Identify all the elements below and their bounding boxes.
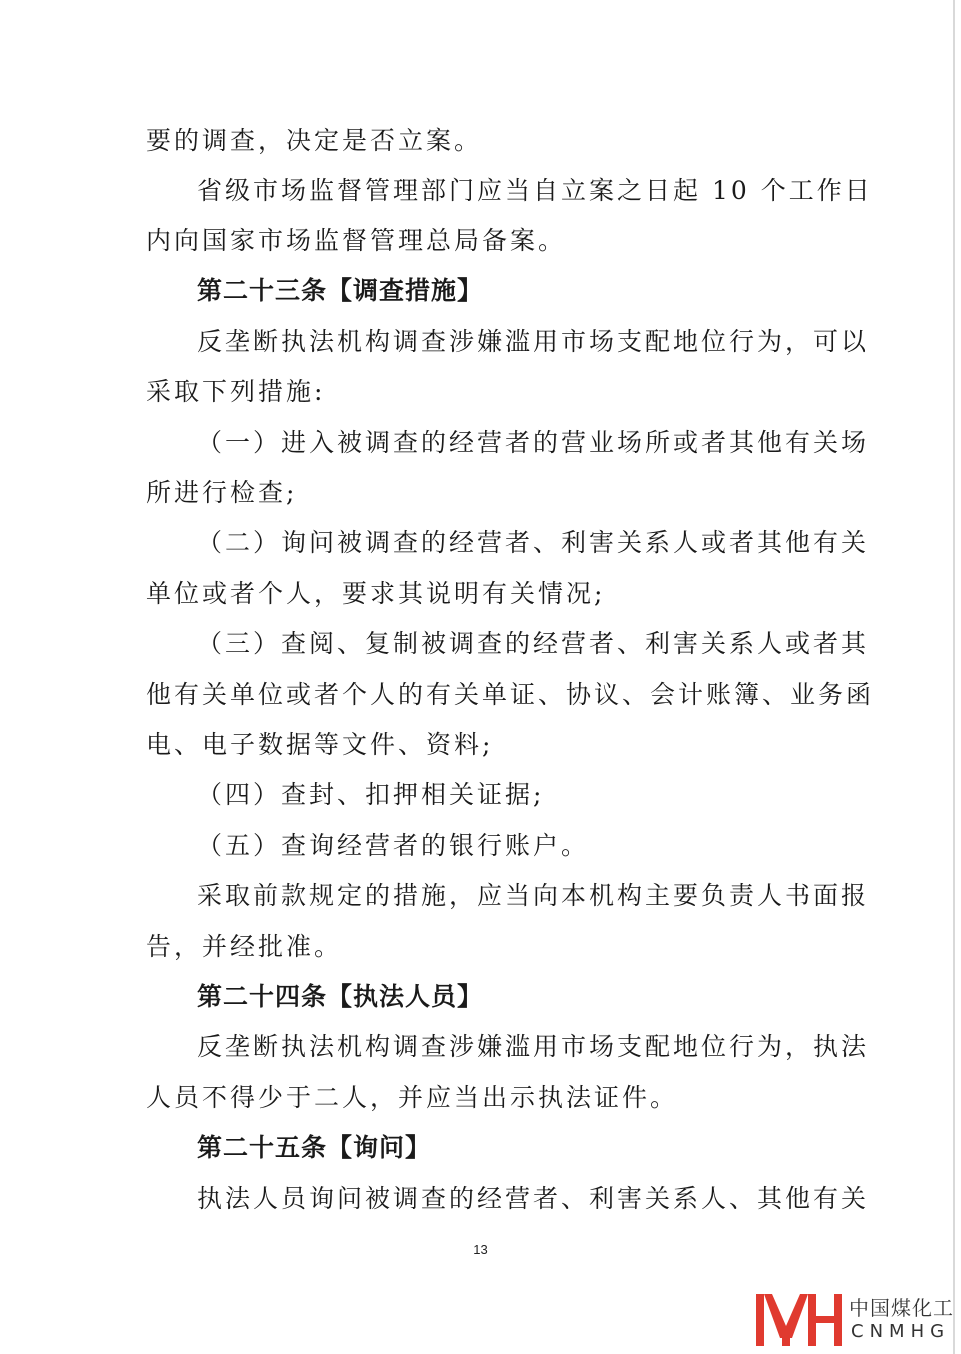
article-heading: 第二十四条【执法人员】 <box>197 982 484 1011</box>
text-line: 电、电子数据等文件、资料; <box>146 730 494 759</box>
text-line: 反垄断执法机构调查涉嫌滥用市场支配地位行为，可以 <box>197 327 870 356</box>
text-line: 要的调查，决定是否立案。 <box>146 126 483 155</box>
page-right-border <box>953 0 955 1354</box>
text-line: 告，并经批准。 <box>146 932 343 961</box>
watermark-logo <box>754 1290 959 1350</box>
page-number: 13 <box>473 1242 488 1257</box>
text-line: （二）询问被调查的经营者、利害关系人或者其他有关 <box>197 528 870 557</box>
text-line: 人员不得少于二人，并应当出示执法证件。 <box>146 1083 679 1112</box>
text-line: 他有关单位或者个人的有关单证、协议、会计账簿、业务函 <box>146 680 875 709</box>
text-line: 省级市场监督管理部门应当自立案之日起 10 个工作日 <box>197 176 873 205</box>
text-line: 执法人员询问被调查的经营者、利害关系人、其他有关 <box>197 1184 870 1213</box>
text-line: 采取前款规定的措施，应当向本机构主要负责人书面报 <box>197 881 870 910</box>
text-line: 采取下列措施: <box>146 377 326 406</box>
text-line: 单位或者个人，要求其说明有关情况; <box>146 579 606 608</box>
text-line: （三）查阅、复制被调查的经营者、利害关系人或者其 <box>197 629 870 658</box>
logo-mark-icon <box>754 1290 844 1350</box>
text-line: （四）查封、扣押相关证据; <box>197 780 545 809</box>
article-heading: 第二十三条【调查措施】 <box>197 276 484 305</box>
text-line: （一）进入被调查的经营者的营业场所或者其他有关场 <box>197 428 870 457</box>
text-line: （五）查询经营者的银行账户。 <box>197 831 590 860</box>
logo-name-en: CNMHG <box>851 1321 951 1342</box>
logo-name-cn: 中国煤化工 <box>849 1296 954 1320</box>
article-heading: 第二十五条【询问】 <box>197 1133 432 1162</box>
text-line: 反垄断执法机构调查涉嫌滥用市场支配地位行为，执法 <box>197 1032 870 1061</box>
text-line: 内向国家市场监督管理总局备案。 <box>146 226 567 255</box>
text-line: 所进行检查; <box>146 478 298 507</box>
